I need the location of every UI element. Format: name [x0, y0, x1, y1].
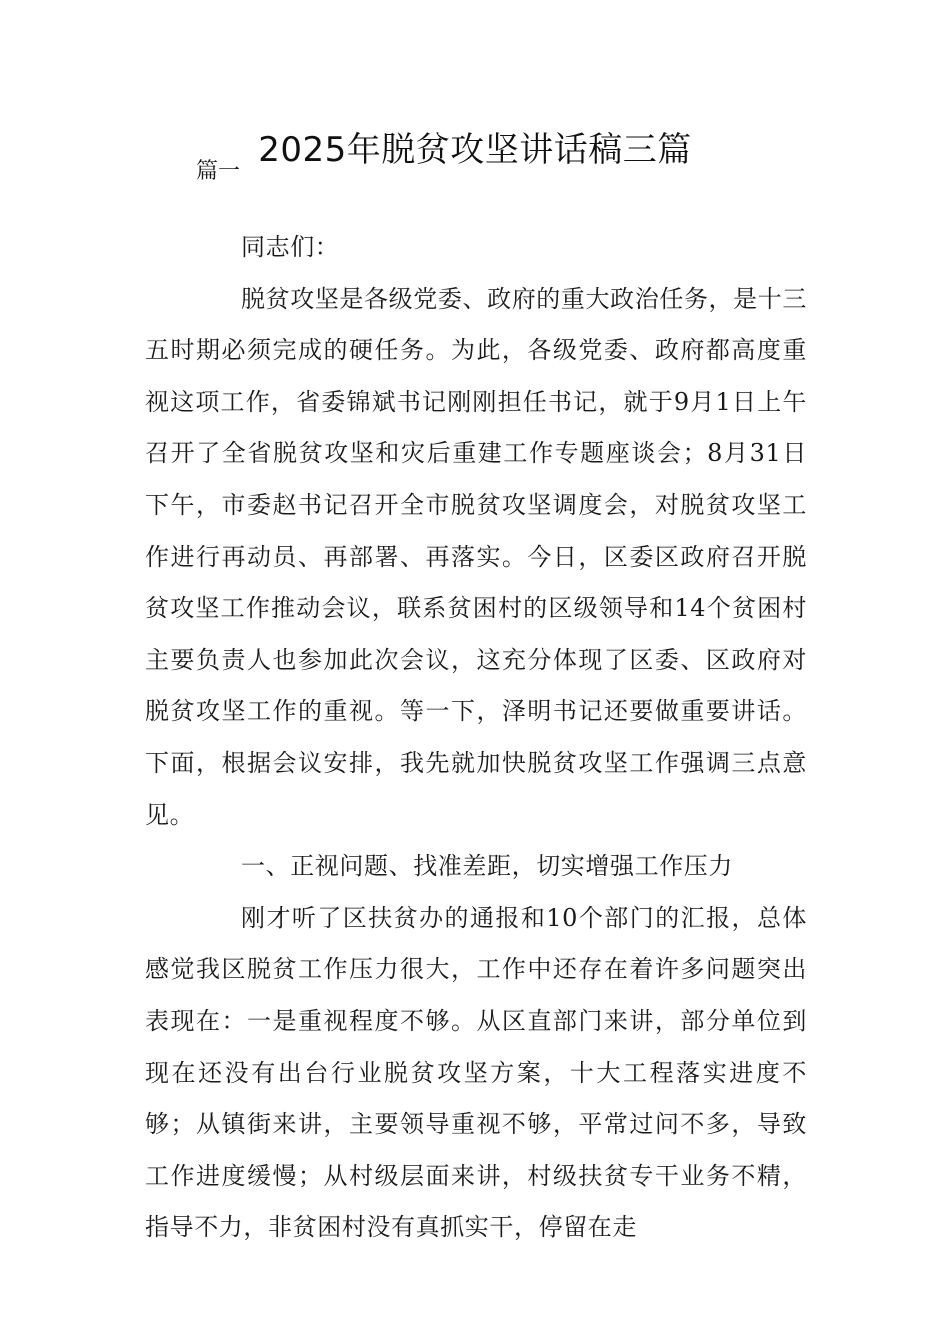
section-heading: 一、正视问题、找准差距，切实增强工作压力: [241, 852, 733, 881]
document-title: 2025年脱贫攻坚讲话稿三篇: [258, 130, 692, 170]
section-label: 篇一: [196, 159, 241, 184]
paragraph: 刚才听了区扶贫办的通报和10个部门的汇报，总体感觉我区脱贫工作压力很大，工作中还存在着许多问题突出表现在：一是重视程度不够。从区直部门来讲，部分单位到现在还没有出台行业脱贫攻坚方案，十大工程落实进度不够；从镇街来讲，主要领导重视不够，平常过问不多，导致工作进度缓慢；从村级层面来讲，村级扶贫专干业务不精，指导不力，非贫困村没有真抓实干，停留在走: [145, 903, 807, 1242]
greeting: 同志们：: [241, 233, 340, 261]
paragraph: 脱贫攻坚是各级党委、政府的重大政治任务，是十三五时期必须完成的硬任务。为此，各级党委、政府都高度重视这项工作，省委锦斌书记刚刚担任书记，就于9月1日上午召开了全省脱贫攻坚和灾后重建工作专题座谈会；8月31日下午，市委赵书记召开全市脱贫攻坚调度会，对脱贫攻坚工作进行再动员、再部署、再落实。今日，区委区政府召开脱贫攻坚工作推动会议，联系贫困村的区级领导和14个贫困村主要负责人也参加此次会议，这充分体现了区委、区政府对脱贫攻坚工作的重视。等一下，泽明书记还要做重要讲话。下面，根据会议安排，我先就加快脱贫攻坚工作强调三点意见。: [145, 284, 807, 829]
document-body: [145, 222, 807, 1254]
